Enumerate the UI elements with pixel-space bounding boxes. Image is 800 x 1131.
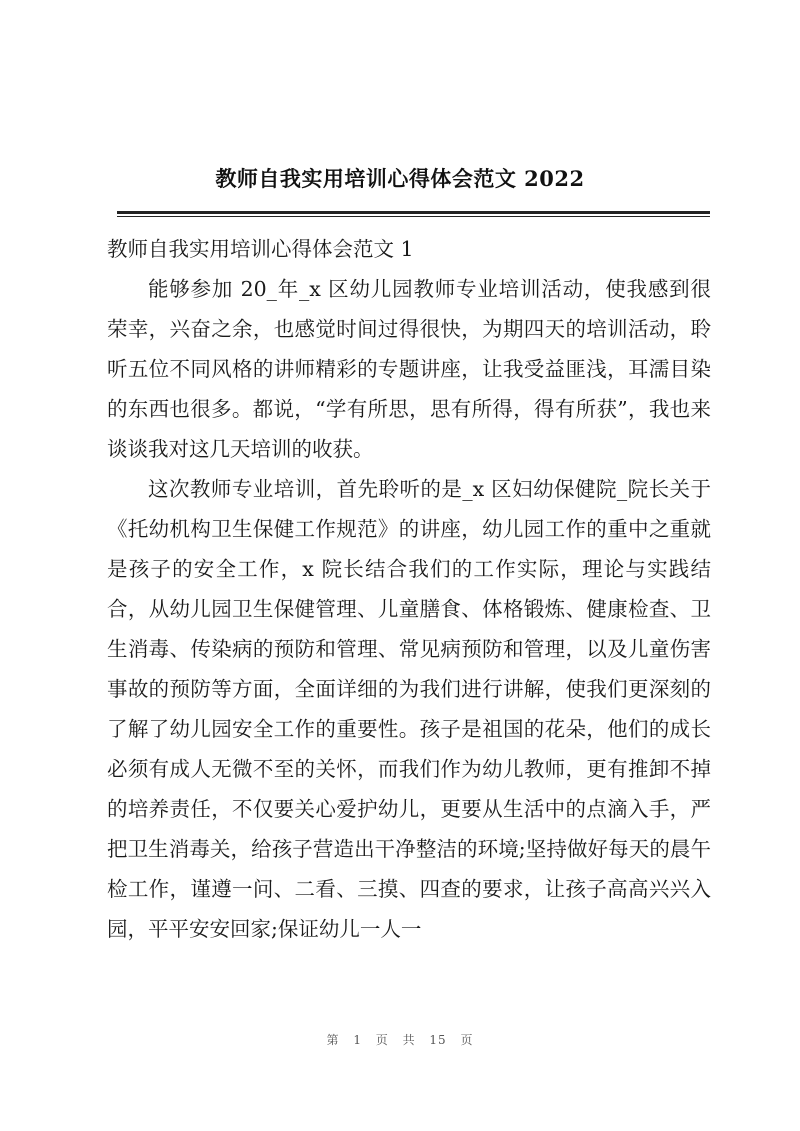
section-subheading: 教师自我实用培训心得体会范文 1: [107, 237, 414, 261]
page-footer: 第 1 页 共 15 页: [326, 1033, 474, 1047]
title-divider-thin: [117, 216, 710, 217]
paragraph-1: 能够参加 20_年_x 区幼儿园教师专业培训活动，使我感到很荣幸，兴奋之余，也感觉时间过得很快，为期四天的培训活动，聆听五位不同风格的讲师精彩的专题讲座，让我受益匪浅，耳濡目染的东西也很多。都说，“学有所思，思有所得，得有所获”，我也来谈谈我对这几天培训的收获。: [107, 277, 711, 461]
paragraph-2: 这次教师专业培训，首先聆听的是_x 区妇幼保健院_院长关于《托幼机构卫生保健工作规范》的讲座，幼儿园工作的重中之重就是孩子的安全工作，x 院长结合我们的工作实际，理论与实践结合，从幼儿园卫生保健管理、儿童膳食、体格锻炼、健康检查、卫生消毒、传染病的预防和管理、常见病预防和管理，以及儿童伤害事故的预防等方面，全面详细的为我们进行讲解，使我们更深刻的了解了幼儿园安全工作的重要性。孩子是祖国的花朵，他们的成长必须有成人无微不至的关怀，而我们作为幼儿教师，更有推卸不掉的培养责任，不仅要关心爱护幼儿，更要从生活中的点滴入手，严把卫生消毒关，给孩子营造出干净整洁的环境;坚持做好每天的晨午检工作，谨遵一问、二看、三摸、四查的要求，让孩子高高兴兴入园，平平安安回家;保证幼儿一人一: [107, 477, 711, 941]
document-body: [107, 229, 711, 949]
document-title: 教师自我实用培训心得体会范文 2022: [215, 166, 585, 191]
title-divider-thick: [117, 211, 710, 214]
